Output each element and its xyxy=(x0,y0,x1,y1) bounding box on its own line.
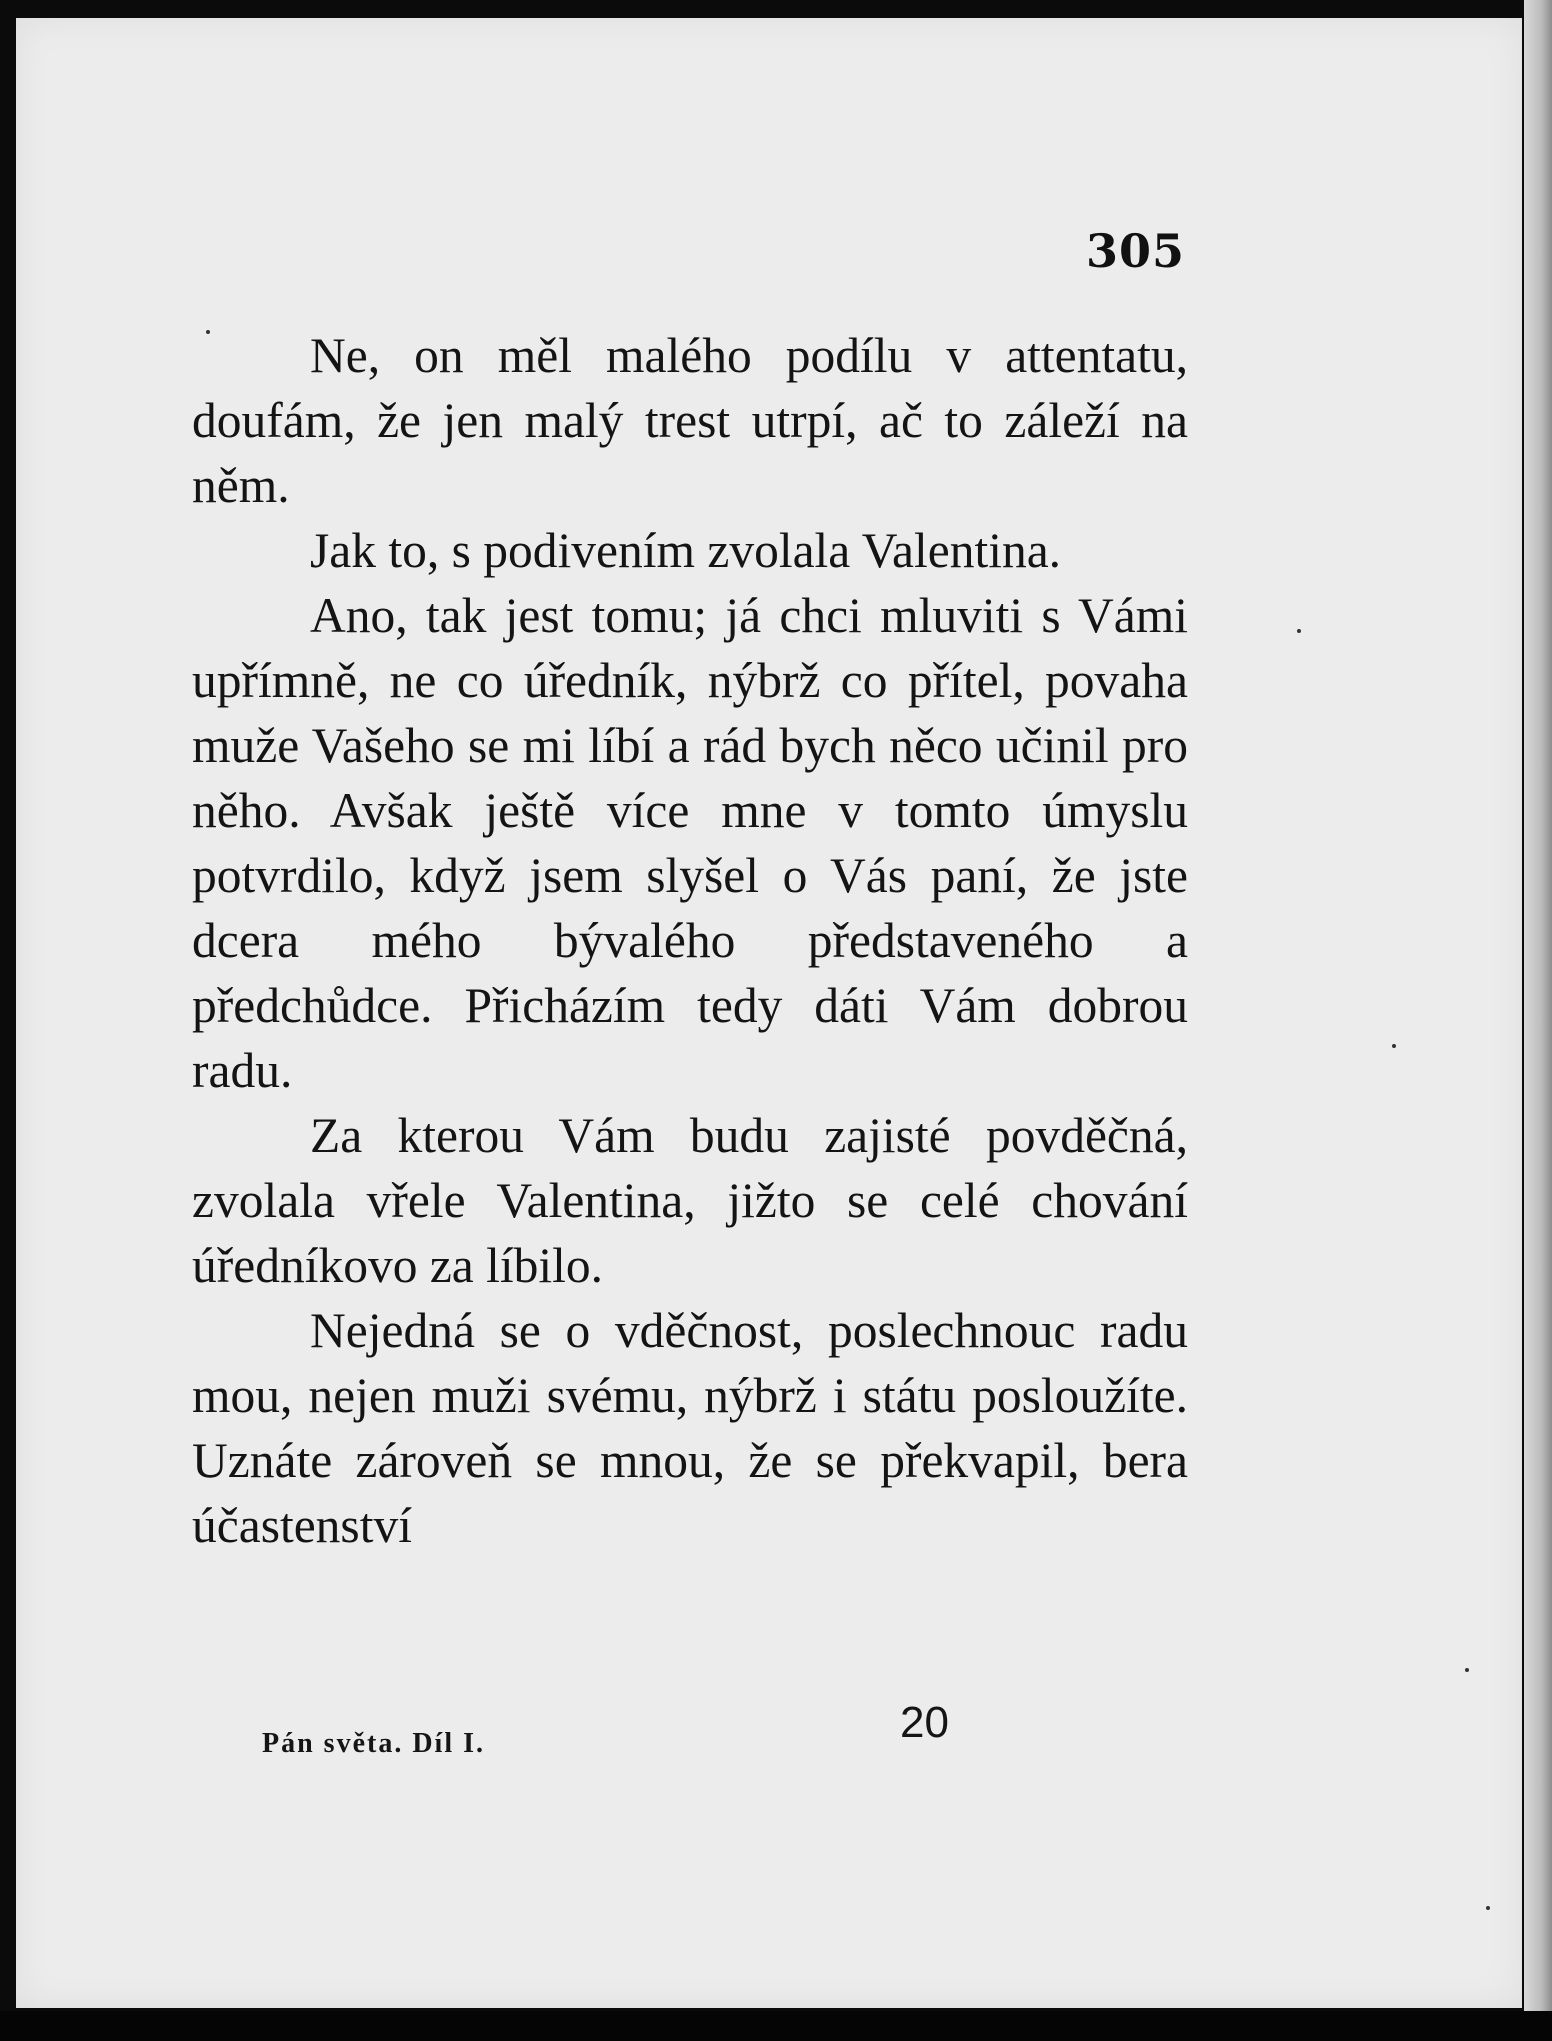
paragraph: Ano, tak jest tomu; já chci mluviti s Vámi upřímně, ne co úředník, nýbrž co přítel, povaha muže Vašeho se mi líbí a rád bych něco učinil pro něho. Avšak ještě více mne v tomto úmyslu potvrdilo, když jsem slyšel o Vás paní, že jste dcera mého bývalého představeného a předchůdce. Přicházím tedy dáti Vám dobrou radu. xyxy=(192,588,1188,1098)
page-edge-right xyxy=(1524,0,1552,2041)
print-speck xyxy=(206,330,210,334)
print-speck xyxy=(1392,1044,1396,1048)
print-speck xyxy=(1486,1906,1490,1910)
paragraph: Ne, on měl malého podílu v attentatu, doufám, že jen malý trest utrpí, ač to záleží na něm. xyxy=(192,328,1188,513)
running-footer-title: Pán světa. Díl I. xyxy=(262,1728,485,1759)
print-speck xyxy=(1297,629,1301,633)
paragraph: Nejedná se o vděčnost, poslechnouc radu mou, nejen muži svému, nýbrž i státu posloužíte. Uznáte zároveň se mnou, že se překvapil, bera účastenství xyxy=(192,1303,1188,1553)
signature-mark: 20 xyxy=(900,1698,949,1747)
page-number: 305 xyxy=(1086,224,1186,278)
print-speck xyxy=(1465,1668,1469,1672)
paragraph: Jak to, s podivením zvolala Valentina. xyxy=(310,523,1062,578)
paragraph: Za kterou Vám budu zajisté povděčná, zvolala vřele Valentina, jižto se celé chování úředníkovo za líbilo. xyxy=(192,1108,1188,1293)
page-edge-bottom xyxy=(0,2011,1552,2041)
body-text xyxy=(192,323,1188,1558)
book-page xyxy=(16,18,1522,2008)
